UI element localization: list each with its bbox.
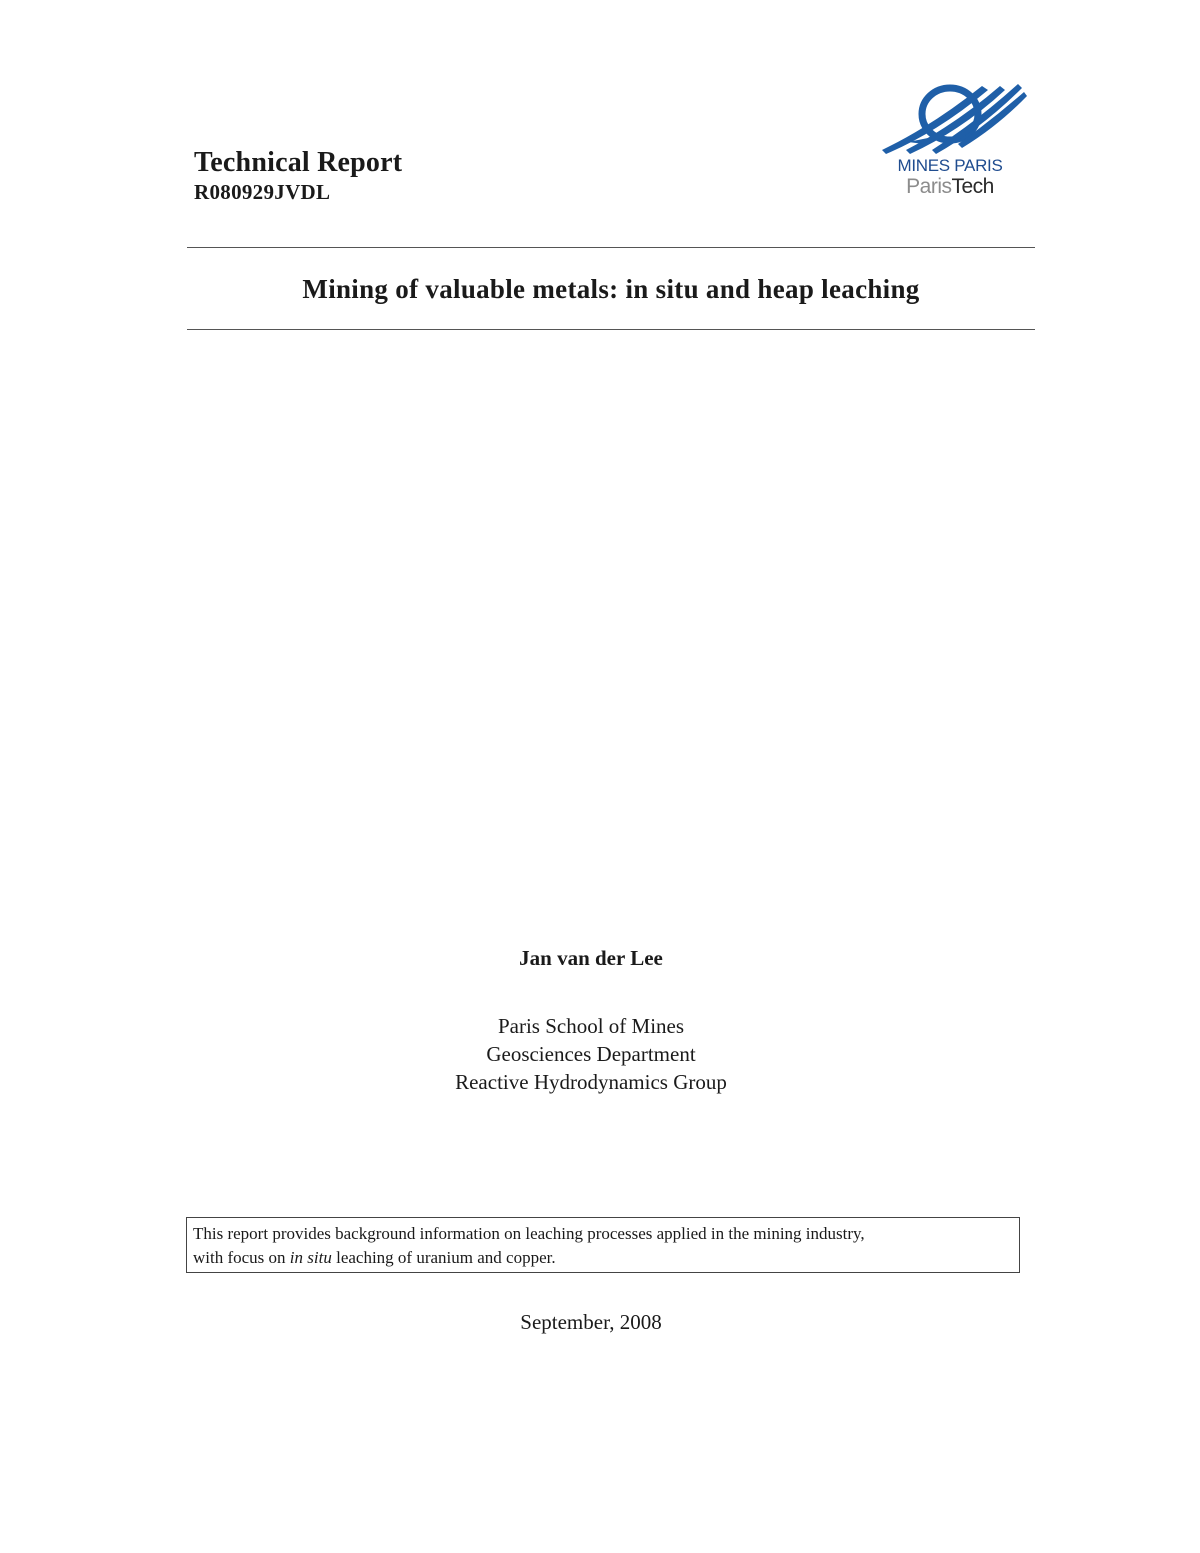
report-heading [194, 146, 402, 204]
report-number: R080929JVDL [194, 180, 331, 204]
report-kind: Technical Report [194, 147, 403, 178]
logo-wordmark-paris: Paris [906, 175, 952, 198]
abstract-line-1: This report provides background information on leaching processes applied in the mining industry, [193, 1224, 865, 1243]
mines-paristech-logo [872, 78, 1032, 208]
author-name: Jan van der Lee [519, 946, 663, 970]
logo-wordmark-tech: Tech [951, 175, 994, 198]
logo-wordmark-bottom [880, 175, 1020, 199]
abstract-text: with focus on [193, 1248, 290, 1267]
title-rule-top [187, 247, 1035, 248]
affiliation-line: Paris School of Mines [497, 1014, 685, 1038]
affiliation-line: Reactive Hydrodynamics Group [455, 1070, 727, 1094]
title-rule-bottom [187, 329, 1035, 330]
mines-swoosh-icon [872, 78, 1032, 158]
abstract-box [186, 1217, 1020, 1273]
abstract-emphasis: in situ [289, 1248, 332, 1267]
report-date: September, 2008 [520, 1310, 662, 1334]
report-title: Mining of valuable metals: in situ and heap leaching [302, 274, 920, 304]
abstract-text: leaching of uranium and copper. [331, 1248, 556, 1267]
abstract-line-2 [193, 1246, 1013, 1270]
logo-wordmark-top: MINES PARIS [897, 156, 1003, 175]
affiliation-line: Geosciences Department [486, 1042, 696, 1066]
affiliation-block [0, 1012, 1182, 1096]
